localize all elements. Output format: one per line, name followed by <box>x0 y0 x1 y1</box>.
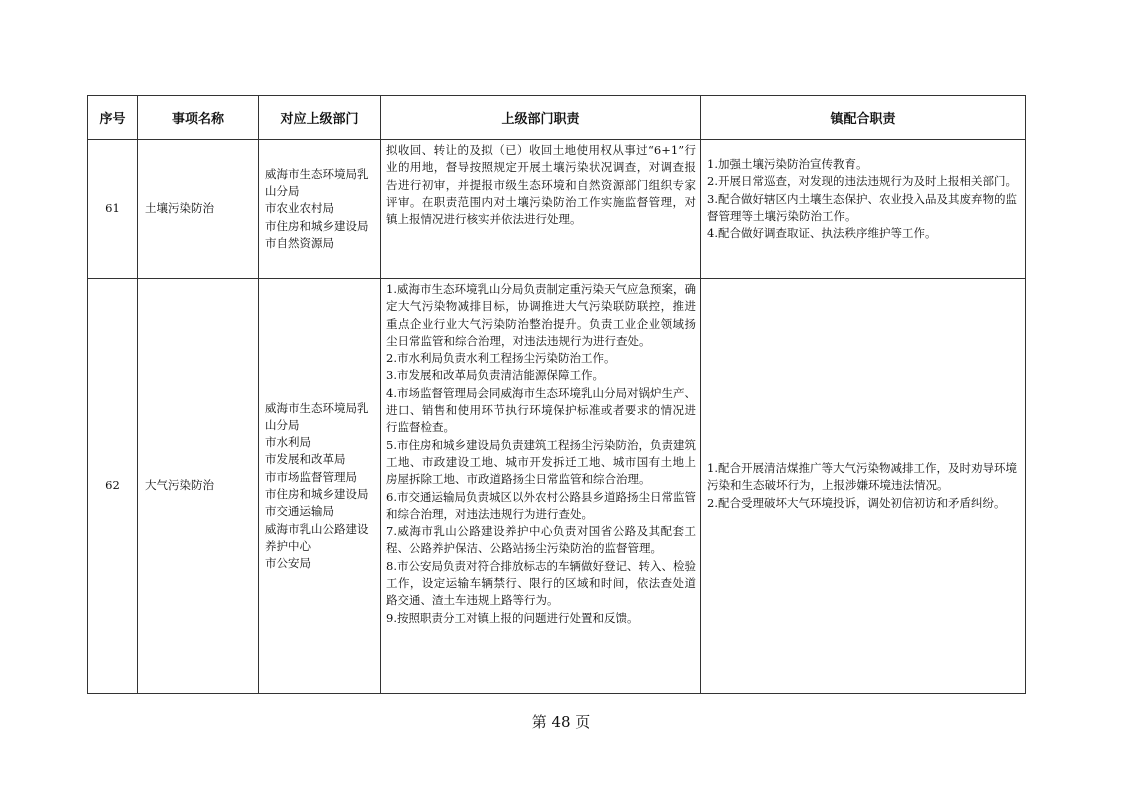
header-coop: 镇配合职责 <box>701 96 1026 140</box>
duty-cell <box>381 279 701 694</box>
dept-cell <box>259 279 381 694</box>
coop-item: 1.加强土壤污染防治宣传教育。 <box>707 157 868 171</box>
responsibility-table <box>87 95 1026 694</box>
dept-line: 市农业农村局 <box>265 201 334 216</box>
duty-item: 4.市场监督管理局会同威海市生态环境乳山分局对锅炉生产、进口、销售和使用环节执行环境保护标准或者要求的情况进行监督检查。 <box>386 385 696 435</box>
dept-line: 市住房和城乡建设局 <box>265 218 369 233</box>
dept-line: 市自然资源局 <box>265 235 334 250</box>
header-name: 事项名称 <box>138 96 259 140</box>
table-header-row <box>88 96 1026 140</box>
dept-line: 市发展和改革局 <box>265 452 346 467</box>
duty-item: 5.市住房和城乡建设局负责建筑工程扬尘污染防治，负责建筑工地、市政建设工地、城市开发拆迁工地、城市国有土地上房屋拆除工地、市政道路扬尘日常监管和综合治理。 <box>386 437 696 487</box>
coop-cell <box>701 140 1026 279</box>
duty-item: 8.市公安局负责对符合排放标志的车辆做好登记、转入、检验工作，设定运输车辆禁行、限行的区域和时间，依法查处道路交通、渣土车违规上路等行为。 <box>386 558 696 608</box>
coop-item: 2.开展日常巡查，对发现的违法违规行为及时上报相关部门。 <box>707 174 1017 189</box>
duty-item: 9.按照职责分工对镇上报的问题进行处置和反馈。 <box>386 610 639 625</box>
dept-line: 市市场监督管理局 <box>265 469 357 484</box>
row-number: 62 <box>88 279 138 694</box>
dept-line: 威海市生态环境局乳山分局 <box>265 166 369 199</box>
dept-cell <box>259 140 381 279</box>
coop-item: 1.配合开展清洁煤推广等大气污染物减排工作，及时劝导环境污染和生态破坏行为，上报涉嫌环境违法情况。 <box>707 461 1017 493</box>
dept-line: 市水利局 <box>265 435 311 450</box>
page-number: 第 48 页 <box>531 713 591 731</box>
dept-line: 市住房和城乡建设局 <box>265 487 369 501</box>
coop-item: 3.配合做好辖区内土壤生态保护、农业投入品及其废弃物的监督管理等土壤污染防治工作。 <box>707 191 1017 223</box>
header-no: 序号 <box>88 96 138 140</box>
duty-item: 1.威海市生态环境乳山分局负责制定重污染天气应急预案，确定大气污染物减排目标，协调推进大气污染联防联控，推进重点企业行业大气污染防治整治提升。负责工业企业领域扬尘日常监管和综合治理，对违法违规行为进行查处。 <box>386 282 696 348</box>
coop-item: 2.配合受理破坏大气环境投诉，调处初信初访和矛盾纠纷。 <box>707 495 1006 510</box>
coop-item: 4.配合做好调查取证、执法秩序维护等工作。 <box>707 226 937 241</box>
duty-item: 2.市水利局负责水利工程扬尘污染防治工作。 <box>386 351 616 366</box>
row-number: 61 <box>88 140 138 279</box>
item-name: 土壤污染防治 <box>138 140 259 279</box>
header-duty: 上级部门职责 <box>381 96 701 140</box>
dept-line: 威海市生态环境局乳山分局 <box>265 400 369 432</box>
dept-line: 威海市乳山公路建设养护中心 <box>265 521 369 553</box>
item-name: 大气污染防治 <box>138 279 259 694</box>
duty-item: 3.市发展和改革局负责清洁能源保障工作。 <box>386 368 604 383</box>
duty-item: 6.市交通运输局负责城区以外农村公路县乡道路扬尘日常监管和综合治理，对违法违规行为进行查处。 <box>386 489 696 521</box>
duty-paragraph: 拟收回、转让的及拟（已）收回土地使用权从事过“6+1”行业的用地，督导按照规定开展土壤污染状况调查，对调查报告进行初审，并提报市级生态环境和自然资源部门组织专家评审。在职责范围内对土壤污染防治工作实施监督管理，对镇上报情况进行核实并依法进行处理。 <box>386 143 696 227</box>
dept-line: 市交通运输局 <box>265 504 334 519</box>
duty-cell <box>381 140 701 279</box>
duty-item: 7.威海市乳山公路建设养护中心负责对国省公路及其配套工程、公路养护保洁、公路站扬尘污染防治的监督管理。 <box>386 524 696 556</box>
header-dept: 对应上级部门 <box>259 96 381 140</box>
dept-line: 市公安局 <box>265 556 311 571</box>
table-row <box>88 279 1026 694</box>
table-row <box>88 140 1026 279</box>
coop-cell <box>701 279 1026 694</box>
